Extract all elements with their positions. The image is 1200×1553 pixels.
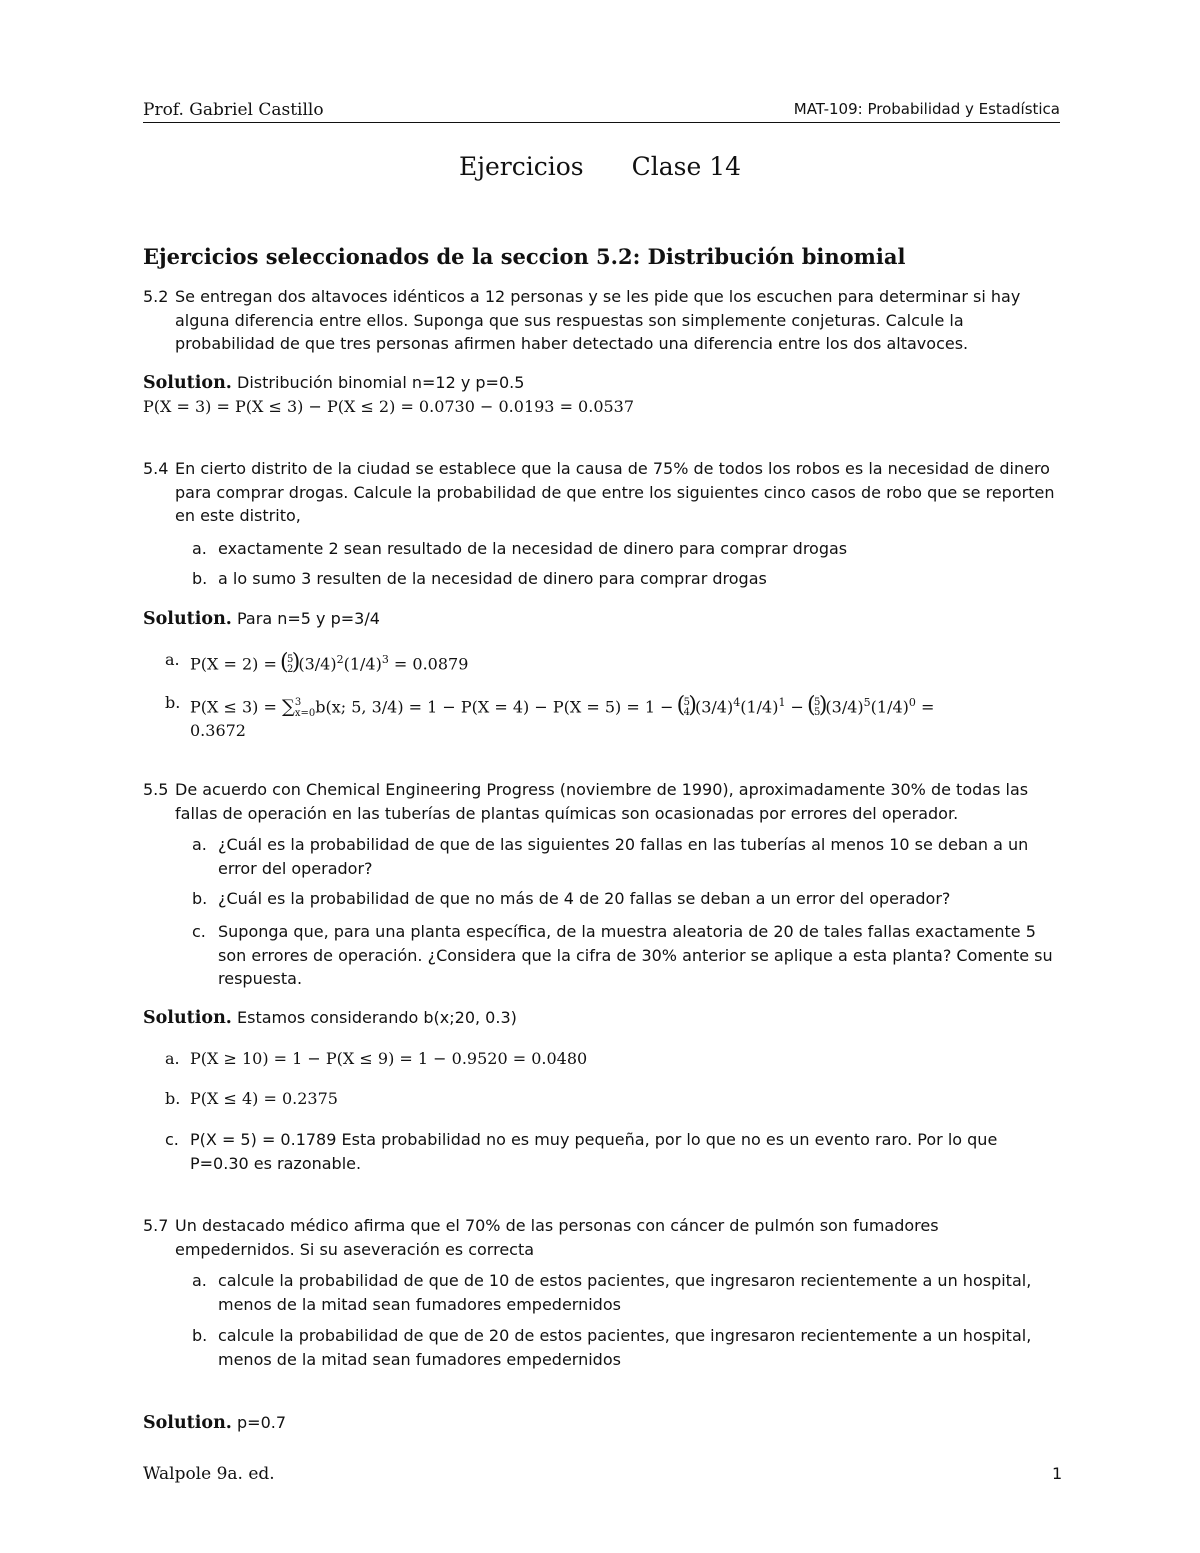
solution-item-b: b. P(X ≤ 4) = 0.2375 bbox=[165, 1089, 338, 1108]
footer-source: Walpole 9a. ed. bbox=[143, 1464, 275, 1484]
title-part-2: Clase 14 bbox=[631, 152, 742, 181]
exercise-text: Se entregan dos altavoces idénticos a 12 personas y se les pide que los escuchen para determinar si hay alguna diferencia entre ellos. Suponga que sus respuestas son simplemente conjeturas. Calcule la probabilidad de que tres personas afirmen haber detectado una diferencia entre los dos altavoces. bbox=[175, 287, 1021, 353]
solution-label: Solution. bbox=[143, 373, 232, 393]
solution-text: Distribución binomial n=12 y p=0.5 bbox=[237, 373, 525, 392]
exercise-5-2 bbox=[143, 285, 1060, 356]
solution-5-5 bbox=[143, 1006, 1060, 1031]
exercise-5-5 bbox=[143, 778, 1060, 825]
exercise-text: Un destacado médico afirma que el 70% de las personas con cáncer de pulmón son fumadores empedernidos. Si su aseveración es correcta bbox=[175, 1216, 939, 1259]
solution-equation: P(X = 3) = P(X ≤ 3) − P(X ≤ 2) = 0.0730 − 0.0193 = 0.0537 bbox=[143, 397, 635, 416]
exercise-number: 5.7 bbox=[143, 1216, 169, 1235]
solution-label: Solution. bbox=[143, 1413, 232, 1433]
exercise-item: a. exactamente 2 sean resultado de la necesidad de dinero para comprar drogas bbox=[192, 539, 848, 558]
exercise-number: 5.4 bbox=[143, 459, 169, 478]
exercise-number: 5.5 bbox=[143, 780, 169, 799]
header-rule bbox=[143, 122, 1060, 123]
exercise-text: De acuerdo con Chemical Engineering Progress (noviembre de 1990), aproximadamente 30% de todas las fallas de operación en las tuberías de plantas químicas son ocasionadas por errores del operador. bbox=[175, 780, 1029, 823]
page-title bbox=[0, 152, 1200, 181]
page-number: 1 bbox=[1052, 1464, 1063, 1483]
exercise-item: a. calcule la probabilidad de que de 10 de estos pacientes, que ingresaron recientemente a un hospital, menos de la mitad sean fumadores empedernidos bbox=[192, 1271, 1032, 1314]
section-heading: Ejercicios seleccionados de la seccion 5.2: Distribución binomial bbox=[143, 244, 906, 269]
solution-label: Solution. bbox=[143, 1008, 232, 1028]
solution-5-4 bbox=[143, 607, 1060, 632]
solution-item-a: a. P(X ≥ 10) = 1 − P(X ≤ 9) = 1 − 0.9520 = 0.0480 bbox=[165, 1049, 588, 1068]
exercise-item: b. a lo sumo 3 resulten de la necesidad de dinero para comprar drogas bbox=[192, 569, 767, 588]
exercise-text: En cierto distrito de la ciudad se establece que la causa de 75% de todos los robos es la necesidad de dinero para comprar drogas. Calcule la probabilidad de que entre los siguientes cinco casos de robo que se reporten en este distrito, bbox=[175, 459, 1055, 525]
header-author: Prof. Gabriel Castillo bbox=[143, 100, 324, 120]
binomial-coefficient: ( 5 4 ) bbox=[679, 698, 695, 718]
solution-item-a: a. P(X = 2) = ( 5 2 ) $(3/4)^2(1/4)^3 = 0.0879$ bbox=[165, 648, 1060, 676]
exercise-item: a. ¿Cuál es la probabilidad de que de las siguientes 20 fallas en las tuberías al menos 10 se deban a un error del operador? bbox=[192, 835, 1029, 878]
exercise-item: b. calcule la probabilidad de que de 20 de estos pacientes, que ingresaron recientemente a un hospital, menos de la mitad sean fumadores empedernidos bbox=[192, 1326, 1032, 1369]
title-part-1: Ejercicios bbox=[458, 152, 584, 181]
exercise-5-4 bbox=[143, 457, 1060, 528]
header-course: MAT-109: Probabilidad y Estadística bbox=[793, 100, 1060, 118]
solution-text: Estamos considerando b(x;20, 0.3) bbox=[237, 1008, 517, 1027]
solution-label: Solution. bbox=[143, 609, 232, 629]
binomial-coefficient: ( 5 5 ) bbox=[809, 698, 825, 718]
solution-5-2 bbox=[143, 371, 1060, 396]
solution-5-7 bbox=[143, 1411, 1060, 1436]
solution-text: Para n=5 y p=3/4 bbox=[237, 609, 380, 628]
summation-symbol: ∑ bbox=[281, 696, 295, 718]
solution-item-b: b. P(X ≤ 3) = ∑3 x=0b(x; 5, 3/4) = 1 − P(X = 4) − P(X = 5) = 1 − ( 5 4 ) $(3/4)^4(1/4)^1$ − ( 5 5 ) $(3/4)^5(1/4)^0$ = 0.3672 bbox=[165, 691, 1060, 742]
solution-item-c: c. P(X = 5) = 0.1789 Esta probabilidad no es muy pequeña, por lo que no es un evento raro. Por lo que P=0.30 es razonable. bbox=[165, 1130, 998, 1173]
solution-text: p=0.7 bbox=[237, 1413, 287, 1432]
exercise-item: c. Suponga que, para una planta específica, de la muestra aleatoria de 20 de tales fallas exactamente 5 son errores de operación. ¿Considera que la cifra de 30% anterior se aplique a esta planta? Comente su respuesta. bbox=[192, 922, 1053, 988]
exercise-number: 5.2 bbox=[143, 287, 169, 306]
exercise-item: b. ¿Cuál es la probabilidad de que no más de 4 de 20 fallas se deban a un error del operador? bbox=[192, 889, 951, 908]
exercise-5-7 bbox=[143, 1214, 1060, 1261]
binomial-coefficient: ( 5 2 ) bbox=[282, 655, 298, 675]
page-header bbox=[143, 100, 1060, 122]
